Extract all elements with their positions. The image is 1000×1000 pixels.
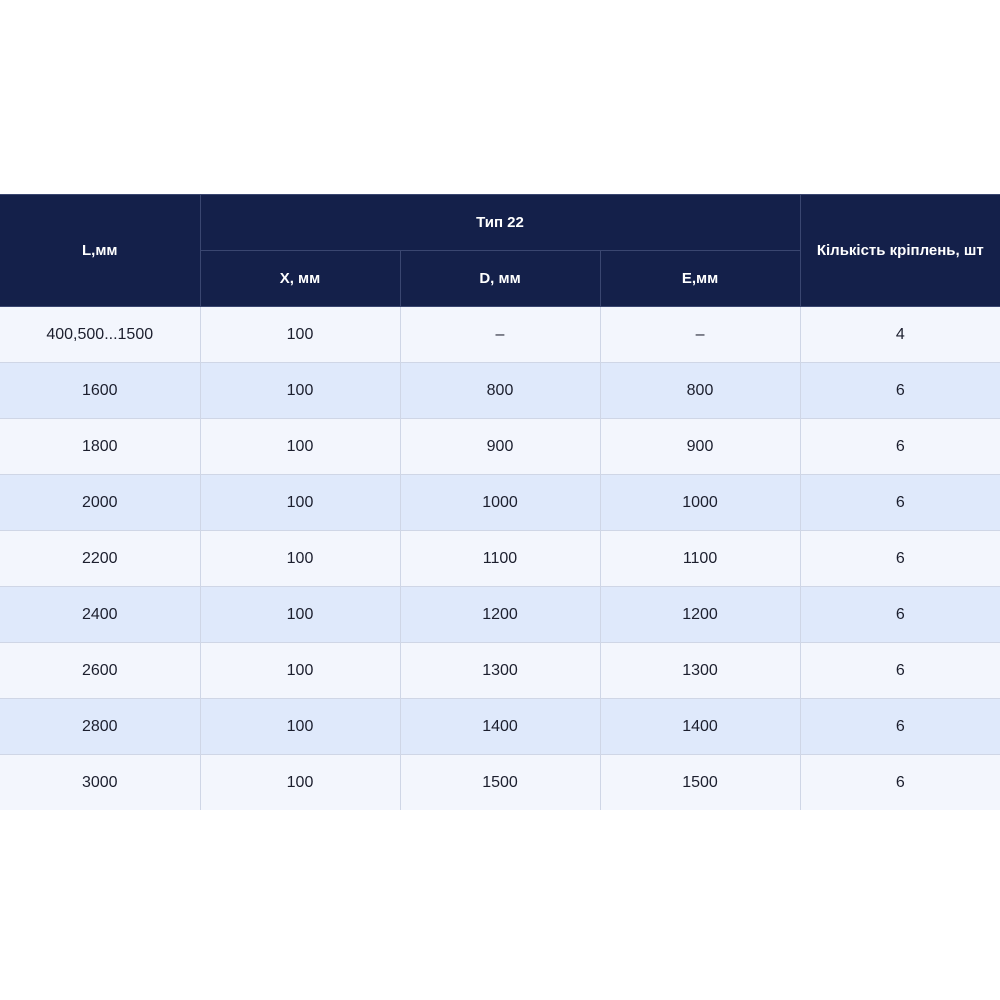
cell-x: 100	[200, 587, 400, 643]
cell-d: 1100	[400, 531, 600, 587]
cell-d: 1300	[400, 643, 600, 699]
cell-fastener-count: 6	[800, 419, 1000, 475]
cell-d: 1400	[400, 699, 600, 755]
table-row	[0, 587, 1000, 643]
cell-length: 1600	[0, 363, 200, 419]
cell-length: 2600	[0, 643, 200, 699]
cell-fastener-count: 6	[800, 587, 1000, 643]
cell-e: 1400	[600, 699, 800, 755]
header-d: D, мм	[400, 251, 600, 307]
cell-fastener-count: 6	[800, 475, 1000, 531]
cell-x: 100	[200, 475, 400, 531]
spec-table	[0, 194, 1000, 810]
cell-x: 100	[200, 643, 400, 699]
table-row	[0, 307, 1000, 363]
header-type-group: Тип 22	[200, 195, 800, 251]
cell-x: 100	[200, 531, 400, 587]
table-row	[0, 419, 1000, 475]
cell-e: 800	[600, 363, 800, 419]
cell-d: 800	[400, 363, 600, 419]
cell-x: 100	[200, 363, 400, 419]
cell-length: 2200	[0, 531, 200, 587]
cell-fastener-count: 4	[800, 307, 1000, 363]
table-row	[0, 755, 1000, 811]
cell-length: 2400	[0, 587, 200, 643]
table-row	[0, 475, 1000, 531]
cell-e: 1100	[600, 531, 800, 587]
cell-length: 1800	[0, 419, 200, 475]
cell-e: 1200	[600, 587, 800, 643]
table-row	[0, 531, 1000, 587]
cell-e: 1300	[600, 643, 800, 699]
cell-e: 900	[600, 419, 800, 475]
header-fastener-count: Кількість кріплень, шт	[800, 195, 1000, 307]
cell-e: –	[600, 307, 800, 363]
header-e: E,мм	[600, 251, 800, 307]
table-row	[0, 363, 1000, 419]
spec-table-wrapper	[0, 194, 1000, 810]
cell-d: 900	[400, 419, 600, 475]
table-row	[0, 699, 1000, 755]
cell-fastener-count: 6	[800, 363, 1000, 419]
cell-x: 100	[200, 699, 400, 755]
cell-length: 2800	[0, 699, 200, 755]
cell-d: 1200	[400, 587, 600, 643]
cell-d: 1500	[400, 755, 600, 811]
cell-e: 1000	[600, 475, 800, 531]
table-body	[0, 307, 1000, 811]
cell-fastener-count: 6	[800, 643, 1000, 699]
cell-length: 3000	[0, 755, 200, 811]
cell-d: –	[400, 307, 600, 363]
cell-length: 2000	[0, 475, 200, 531]
cell-x: 100	[200, 307, 400, 363]
cell-d: 1000	[400, 475, 600, 531]
cell-x: 100	[200, 419, 400, 475]
cell-fastener-count: 6	[800, 531, 1000, 587]
cell-fastener-count: 6	[800, 755, 1000, 811]
cell-fastener-count: 6	[800, 699, 1000, 755]
table-header	[0, 195, 1000, 307]
cell-e: 1500	[600, 755, 800, 811]
table-row	[0, 643, 1000, 699]
header-length: L,мм	[0, 195, 200, 307]
header-x: X, мм	[200, 251, 400, 307]
cell-length: 400,500...1500	[0, 307, 200, 363]
cell-x: 100	[200, 755, 400, 811]
